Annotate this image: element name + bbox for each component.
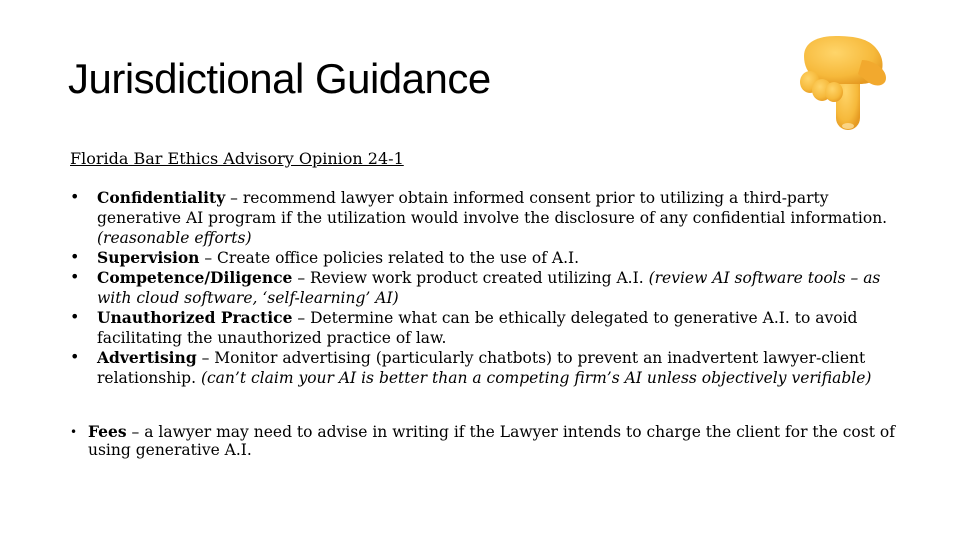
bullet-note: (can’t claim your AI is better than a competing firm’s AI unless objectively verifiable)	[200, 369, 872, 387]
list-item	[70, 248, 890, 268]
bullet-text: – Monitor advertising (particularly chatbots) to prevent an inadvertent lawyer-client relationship.	[97, 349, 866, 387]
bullet-text: – recommend lawyer obtain informed consent prior to utilizing a third-party generative AI program if the utilization would involve the disclosure of any confidential information.	[97, 189, 888, 227]
backhand-index-pointing-down-icon	[796, 30, 892, 134]
bullet-term: Supervision	[97, 248, 200, 267]
fees-list	[70, 423, 900, 459]
fees-text: – a lawyer may need to advise in writing if the Lawyer intends to charge the client for the cost of using generative A.I.	[88, 423, 895, 459]
bullet-text: – Determine what can be ethically delegated to generative A.I. to avoid facilitating the unauthorized practice of law.	[97, 309, 858, 347]
bullet-term: Confidentiality	[97, 188, 226, 207]
list-item	[70, 423, 900, 459]
bullet-term: Unauthorized Practice	[97, 308, 293, 327]
list-item	[70, 188, 890, 248]
bullet-text: – Create office policies related to the use of A.I.	[199, 249, 580, 267]
bullet-term: Competence/Diligence	[97, 268, 293, 287]
bullet-note: (reasonable efforts)	[97, 229, 252, 247]
opinion-subtitle: Florida Bar Ethics Advisory Opinion 24-1	[70, 149, 404, 168]
list-item	[70, 308, 890, 348]
bullet-note: (review AI software tools – as with cloud software, ‘self-learning’ AI)	[97, 269, 881, 307]
guidance-list	[70, 188, 890, 388]
list-item	[70, 268, 890, 308]
list-item	[70, 348, 890, 388]
bullet-text: – Review work product created utilizing A.I.	[292, 269, 649, 287]
slide-title: Jurisdictional Guidance	[68, 55, 491, 102]
bullet-term: Advertising	[97, 348, 197, 367]
fees-term: Fees	[88, 422, 127, 441]
